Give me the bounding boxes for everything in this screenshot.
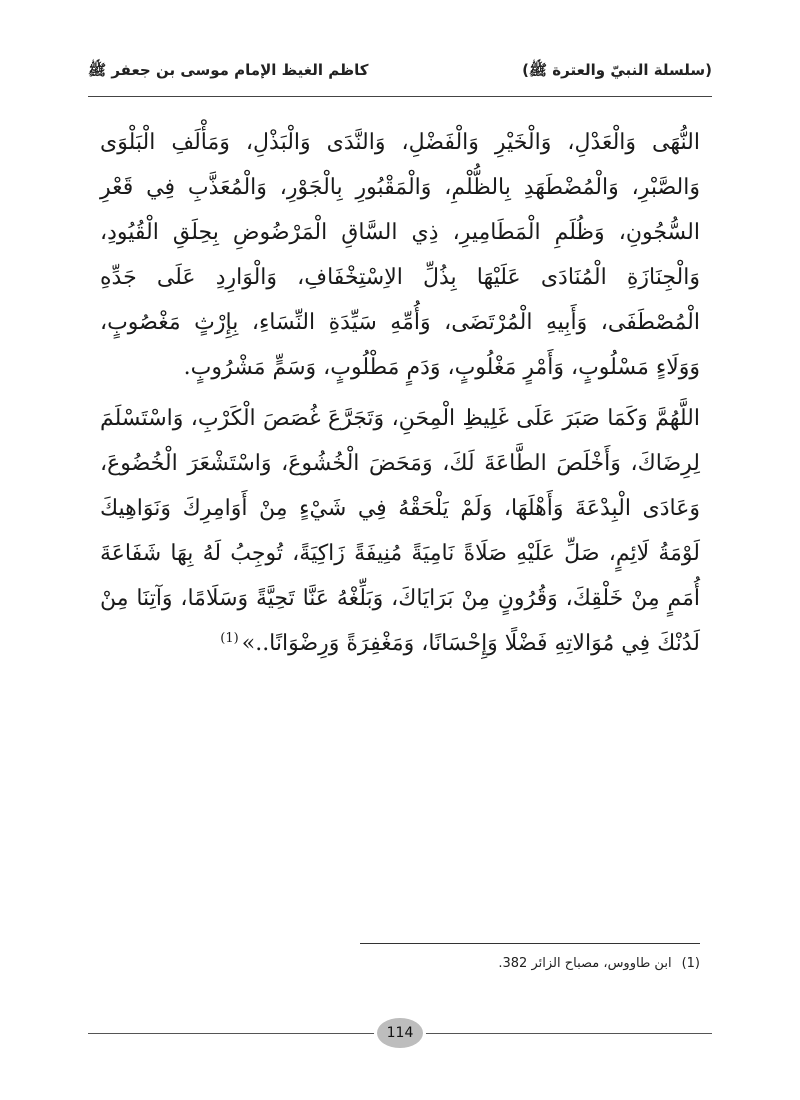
paragraph-1: النُّهَى وَالْعَدْلِ، وَالْخَيْرِ وَالْفَضْلِ، وَالنَّدَى وَالْبَذْلِ، وَمَأْلَفِ الْبَلْوَى وَالصَّبْرِ، وَالْمُضْطَهَدِ بِالظُّلْمِ، وَالْمَقْبُورِ بِالْجَوْرِ، وَالْمُعَذَّبِ فِي قَعْرِ السُّجُونِ، وَظُلَمِ الْمَطَامِيرِ، ذِي السَّاقِ الْمَرْضُوضِ بِحِلَقِ الْقُيُودِ، وَالْجِنَازَةِ الْمُنَادَى عَلَيْهَا بِذُلِّ الاِسْتِخْفَافِ، وَالْوَارِدِ عَلَى جَدِّهِ الْمُصْطَفَى، وَأَبِيهِ الْمُرْتَضَى، وَأُمِّهِ سَيِّدَةِ النِّسَاءِ، بِإِرْثٍ مَغْصُوبٍ، وَوَلَاءٍ مَسْلُوبٍ، وَأَمْرٍ مَغْلُوبٍ، وَدَمٍ مَطْلُوبٍ، وَسَمٍّ مَشْرُوبٍ. <box>100 130 700 380</box>
page-footer <box>88 1016 712 1050</box>
header-divider <box>88 96 712 97</box>
page-number: 114 <box>377 1018 423 1048</box>
running-header <box>88 52 712 92</box>
book-title: كاظم الغيظ الإمام موسى بن جعفر ﷺ <box>88 61 369 79</box>
footnote-divider <box>360 943 700 944</box>
main-text <box>100 120 700 672</box>
paragraph-2: اللَّهُمَّ وَكَمَا صَبَرَ عَلَى غَلِيظِ الْمِحَنِ، وَتَجَرَّعَ غُصَصَ الْكَرْبِ، وَاسْتَسْلَمَ لِرِضَاكَ، وَأَخْلَصَ الطَّاعَةَ لَكَ، وَمَحَضَ الْخُشُوعَ، وَاسْتَشْعَرَ الْخُضُوعَ، وَعَادَى الْبِدْعَةَ وَأَهْلَهَا، وَلَمْ يَلْحَقْهُ فِي شَيْءٍ مِنْ أَوَامِرِكَ وَنَوَاهِيكَ لَوْمَةُ لَائِمٍ، صَلِّ عَلَيْهِ صَلَاةً نَامِيَةً مُنِيفَةً زَاكِيَةً، تُوجِبُ لَهُ بِهَا شَفَاعَةَ أُمَمٍ مِنْ خَلْقِكَ، وَقُرُونٍ مِنْ بَرَايَاكَ، وَبَلِّغْهُ عَنَّا تَحِيَّةً وَسَلَامًا، وَآتِنَا مِنْ لَدُنْكَ فِي مُوَالاتِهِ فَضْلًا وَإِحْسَانًا، وَمَغْفِرَةً وَرِضْوَانًا..»$^{(1)}$ <box>100 406 700 656</box>
footnote-text: ابن طاووس، مصباح الزائر 382. <box>498 956 672 971</box>
series-title: (سلسلة النبيّ والعترة ﷺ) <box>522 61 712 79</box>
footnote-number: (1) <box>681 956 700 971</box>
footnote-marker[interactable]: (1) <box>220 630 239 646</box>
footnote <box>100 956 700 971</box>
